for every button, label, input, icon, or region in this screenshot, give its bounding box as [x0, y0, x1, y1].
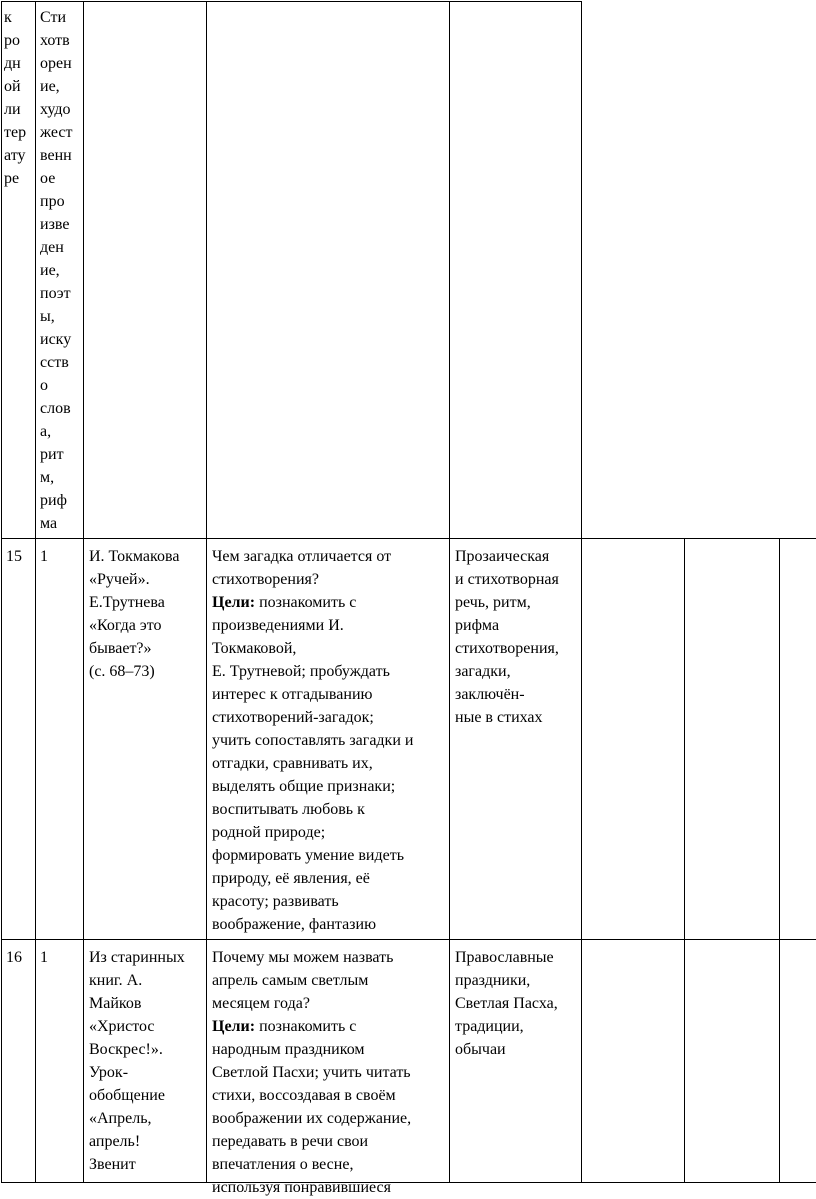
row-divider [1, 538, 816, 539]
goals-text: Цели: познакомить с народным праздником Светлой Пасхи; учить читать стихи, воссоздавая в своём воображении их содержание, передавать в речи свои впечатления о весне, используя понравившиеся [212, 1018, 412, 1196]
goals-label: Цели: [212, 1018, 256, 1035]
column-divider [206, 1, 207, 1183]
goals-label: Цели: [212, 594, 256, 611]
lesson-goals [212, 545, 448, 936]
row-divider [1, 939, 816, 940]
key-concepts: Православные праздники, Светлая Пасха, традиции, обычаи [455, 949, 558, 1058]
column-divider [83, 1, 84, 1183]
lesson-number: 16 [6, 949, 22, 966]
topic-cell: к ро дн ой ли тер ату ре [4, 9, 27, 187]
row-divider [1, 1, 582, 2]
column-divider [35, 1, 36, 1183]
column-divider [779, 538, 780, 1183]
column-divider [449, 1, 450, 1183]
column-divider [581, 1, 582, 1183]
key-concepts: Прозаическая и стихотворная речь, ритм, рифма стихотворения, загадки, заключён- ные в стихах [455, 548, 559, 726]
lesson-topic: Из старинных книг. А. Майков «Христос Воскрес!». Урок- обобщение «Апрель, апрель! Звенит [89, 949, 185, 1173]
hours-count: 1 [40, 548, 48, 565]
column-divider [684, 538, 685, 1183]
column-divider [1, 1, 2, 1183]
concepts-cell: Сти хотв орен ие, худо жест венн ое про изве ден ие, поэт ы, иску сств о слов а, рит м, риф ма [40, 9, 73, 532]
lesson-topic: И. Токмакова «Ручей». Е.Трутнева «Когда это бывает?» (с. 68–73) [89, 548, 180, 680]
goals-text: Цели: познакомить с произведениями И. Токмаковой, Е. Трутневой; пробуждать интерес к отгадыванию стихотворений-загадок; учить сопоставлять загадки и отгадки, сравнивать их, выделять общие признаки; воспитывать любовь к родной природе; формировать умение видеть природу, её явления, её красоту; развивать воображение, фантазию [212, 594, 414, 933]
problem-question: Чем загадка отличается от стихотворения? [212, 548, 392, 588]
problem-question: Почему мы можем назвать апрель самым светлым месяцем года? [212, 949, 394, 1012]
hours-count: 1 [40, 949, 48, 966]
lesson-number: 15 [6, 548, 22, 565]
lesson-goals [212, 946, 448, 1199]
